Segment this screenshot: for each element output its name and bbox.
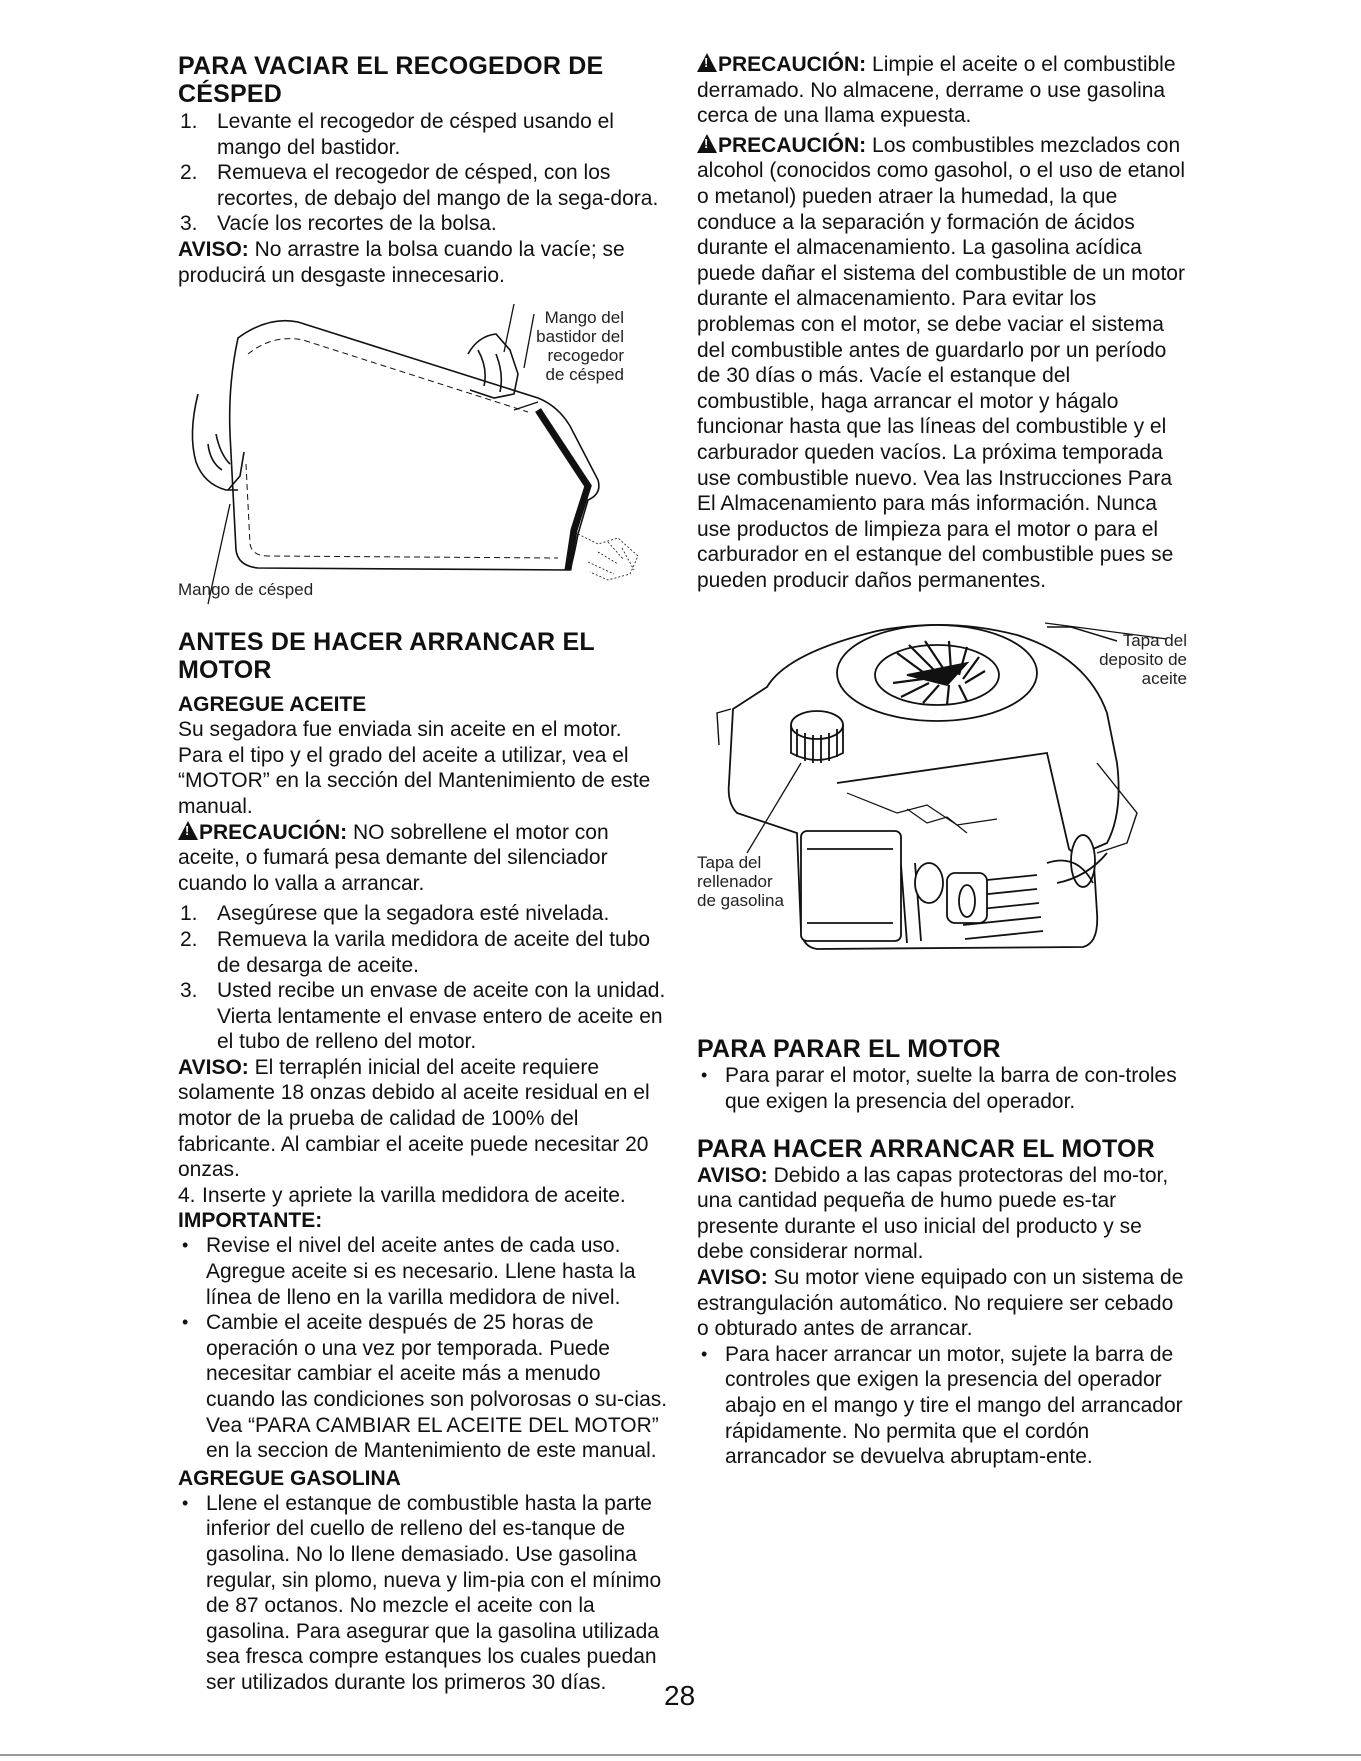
- section-title-stop-engine: PARA PARAR EL MOTOR: [697, 1035, 1001, 1064]
- caution-text: Los combustibles mezclados con alcohol (conocidos como gasohol, o el uso de etanol o metanol) pueden atraer la humedad, la que conduce a la separación y formación de ácidos durante el almacenamiento. La gasolina acídica puede dañar el sistema del combustible de un motor durante el almacenamiento. Para evitar los problemas con el motor, se debe vaciar el sistema del combustible antes de guardarlo por un período de 30 días o más. Vacíe el estanque del combustible, haga arrancar el motor y hágalo funcionar hasta que las líneas del combustible y el carburador queden vacíos. La próxima temporada use combustible nuevo. Vea las Instrucciones Para El Almacenamiento para más información. Nunca use productos de limpieza para el motor o para el carburador en el estanque del combustible pues se pueden producir daños permanentes.: [697, 133, 1185, 592]
- label-oil-cap: Tapa del deposito de aceite: [1099, 631, 1187, 689]
- caution-paragraph: [178, 820, 668, 897]
- note-text: Su motor viene equipado con un sistema de estrangulación automático. No requiere ser cebado o obturado antes de arrancar.: [697, 1266, 1184, 1341]
- note-paragraph: [178, 1055, 668, 1183]
- note-paragraph: [697, 1265, 1187, 1342]
- start-bullets: [697, 1342, 1187, 1470]
- bottom-divider: [0, 1754, 1361, 1756]
- gas-bullets: [178, 1491, 668, 1696]
- stop-bullets: [697, 1063, 1187, 1114]
- section-title-before-start: ANTES DE HACER ARRANCAR EL MOTOR: [178, 628, 595, 685]
- important-label: IMPORTANTE:: [178, 1209, 323, 1233]
- empty-bag-steps: [178, 109, 668, 237]
- list-item: 1. Levante el recogedor de césped usando el mango del bastidor.: [180, 110, 614, 159]
- engine-figure: [697, 613, 1187, 1013]
- warning-icon: [697, 53, 717, 72]
- caution-label: PRECAUCIÓN:: [718, 133, 867, 157]
- caution-text: Limpie el aceite o el combustible derramado. No almacene, derrame o use gasolina cerca de una llama expuesta.: [697, 53, 1176, 128]
- list-item: 4. Inserte y apriete la varilla medidora de aceite.: [178, 1183, 626, 1207]
- label-frame-handle: Mango del bastidor del recogedor de césped: [536, 308, 624, 385]
- note-label: AVISO:: [697, 1266, 768, 1290]
- list-item: • Para parar el motor, suelte la barra de con-troles que exigen la presencia del operador.: [701, 1064, 1177, 1114]
- warning-icon: [178, 821, 198, 840]
- right-column: [697, 52, 1187, 1470]
- label-gas-cap: Tapa del rellenador de gasolina: [697, 853, 784, 911]
- list-item: • Cambie el aceite después de 25 horas de operación o una vez por temporada. Puede necesitar cambiar el aceite más a menudo cuando las condiciones son polvorosas o su-cias. Vea “PARA CAMBIAR EL ACEITE DEL MOTOR” en la seccion de Mantenimiento de este manual.: [182, 1311, 668, 1463]
- caution-paragraph: [697, 52, 1187, 129]
- section-title-start-engine: PARA HACER ARRANCAR EL MOTOR: [697, 1134, 1155, 1163]
- oil-step-4: [178, 1183, 668, 1209]
- caution-paragraph: [697, 133, 1187, 594]
- page-number: 28: [664, 1680, 696, 1711]
- list-item: 1. Asegúrese que la segadora esté nivelada.: [180, 902, 610, 926]
- caution-label: PRECAUCIÓN:: [199, 820, 348, 844]
- note-label: AVISO:: [178, 1055, 249, 1079]
- caution-text: NO sobrellene el motor con aceite, o fumará pesa demante del silenciador cuando lo valla a arrancar.: [178, 820, 609, 895]
- oil-steps: [178, 901, 668, 1055]
- list-item: • Llene el estanque de combustible hasta la parte inferior del cuello de relleno del es-tanque de gasolina. No lo llene demasiado. Use gasolina regular, sin plomo, nueva y lim-pia con el mínimo de 87 octanos. No mezcle el aceite con la gasolina. Para asegurar que la gasolina utilizada sea fresca compre estanques los cuales puedan ser utilizados durante los primeros 30 días.: [182, 1491, 662, 1694]
- section-title-empty-bag: PARA VACIAR EL RECOGEDOR DE CÉSPED: [178, 52, 604, 108]
- label-grass-handle: Mango de césped: [178, 580, 314, 600]
- oil-intro: Su segadora fue enviada sin aceite en el motor. Para el tipo y el grado del aceite a utilizar, vea el “MOTOR” en la sección del Mantenimiento de este manual.: [178, 718, 651, 818]
- note-paragraph: [178, 237, 668, 288]
- note-text: Debido a las capas protectoras del mo-tor, una cantidad pequeña de humo puede es-tar presente durante el uso inicial del producto y se debe considerar normal.: [697, 1163, 1169, 1264]
- note-label: AVISO:: [697, 1163, 768, 1187]
- list-item: 2. Remueva la varila medidora de aceite del tubo de desarga de aceite.: [180, 927, 651, 977]
- left-column: [178, 52, 668, 1696]
- note-paragraph: [697, 1163, 1187, 1265]
- list-item: 3. Usted recibe un envase de aceite con la unidad. Vierta lentamente el envase entero de aceite en el tubo de relleno del motor.: [180, 979, 666, 1054]
- important-bullets: [178, 1233, 668, 1463]
- subsection-title-add-gas: AGREGUE GASOLINA: [178, 1466, 401, 1490]
- note-text: No arrastre la bolsa cuando la vacíe; se producirá un desgaste innecesario.: [178, 237, 625, 287]
- note-text: El terraplén inicial del aceite requiere solamente 18 onzas debido al aceite residual en el motor de la prueba de calidad de 100% del fabricante. Al cambiar el aceite puede necesitar 20 onzas.: [178, 1055, 650, 1182]
- grass-catcher-figure: [178, 294, 668, 624]
- warning-icon: [697, 134, 717, 153]
- list-item: • Revise el nivel del aceite antes de cada uso. Agregue aceite si es necesario. Llene hasta la línea de lleno en la varilla medidora de nivel.: [182, 1234, 636, 1309]
- caution-label: PRECAUCIÓN:: [718, 53, 867, 76]
- subsection-title-add-oil: AGREGUE ACEITE: [178, 693, 367, 717]
- list-item: 2. Remueva el recogedor de césped, con los recortes, de debajo del mango de la sega-dora.: [180, 161, 659, 210]
- list-item: 3. Vacíe los recortes de la bolsa.: [180, 212, 497, 236]
- note-label: AVISO:: [178, 237, 249, 261]
- list-item: • Para hacer arrancar un motor, sujete la barra de controles que exigen la presencia del operador abajo en el mango y tire el mango del arrancador rápidamente. No permita que el cordón arrancador se devuelva abruptam-ente.: [701, 1342, 1183, 1469]
